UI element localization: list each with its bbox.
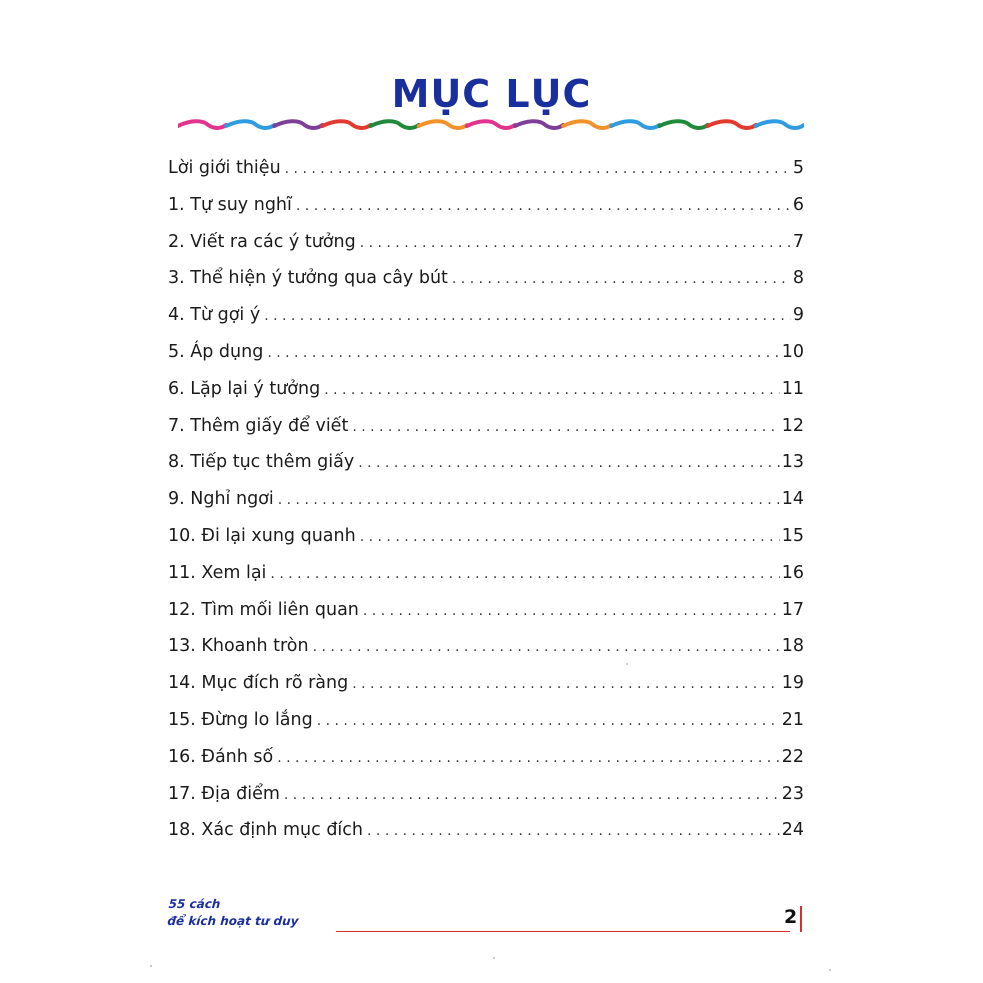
toc-entry-page: 22: [781, 746, 804, 767]
page-title: MỤC LỤC: [391, 72, 592, 116]
toc-entry-title: 6. Lặp lại ý tưởng: [168, 378, 321, 399]
paper-speck: [493, 957, 495, 959]
toc-entry-title: 3. Thể hiện ý tưởng qua cây bút: [168, 268, 448, 289]
toc-entry-14: [168, 665, 804, 702]
footer-brand-line-2: để kích hoạt tư duy: [166, 914, 299, 928]
toc-entry-title: 18. Xác định mục đích: [168, 820, 364, 841]
wave-segment: [371, 121, 419, 128]
footer-brand-line-1: 55 cách: [168, 897, 221, 911]
toc-entry-7: [168, 408, 804, 445]
toc-entry-5: [168, 334, 804, 371]
toc-entry-11: [168, 555, 804, 592]
toc-entry-page: 17: [781, 599, 804, 620]
wave-segment: [419, 121, 467, 128]
toc-entry-title: 16. Đánh số: [168, 746, 274, 767]
toc-dot-leader: [363, 593, 780, 630]
toc-entry-13: [168, 628, 804, 665]
toc-dot-leader: [285, 151, 791, 188]
toc-entry-title: 5. Áp dụng: [168, 341, 264, 362]
paper-speck: [829, 969, 831, 971]
toc-entry-title: 2. Viết ra các ý tưởng: [168, 231, 356, 252]
toc-entry-page: 23: [781, 783, 804, 804]
toc-entry-17: [168, 776, 804, 813]
toc-dot-leader: [352, 409, 779, 446]
toc-entry-page: 7: [792, 231, 804, 252]
paper-speck: [626, 663, 628, 665]
wave-segment: [274, 121, 322, 128]
toc-dot-leader: [264, 298, 791, 335]
toc-dot-leader: [317, 703, 780, 740]
toc-entry-18: [168, 812, 804, 849]
toc-entry-title: 11. Xem lại: [168, 562, 267, 583]
paper-speck: [150, 965, 152, 967]
toc-entry-2: [168, 224, 804, 261]
toc-entry-title: 17. Địa điểm: [168, 783, 280, 804]
toc-entry-page: 13: [781, 452, 804, 473]
toc-dot-leader: [360, 225, 791, 262]
toc-entry-page: 5: [792, 158, 804, 178]
toc-dot-leader: [367, 813, 780, 850]
wave-segment: [611, 121, 659, 128]
toc-entry-10: [168, 518, 804, 555]
toc-dot-leader: [313, 629, 780, 666]
wave-segment: [515, 121, 563, 128]
toc-entry-15: [168, 702, 804, 739]
toc-entry-page: 12: [781, 415, 804, 436]
wave-segment: [322, 121, 370, 128]
wave-segment: [226, 121, 274, 128]
toc-dot-leader: [358, 445, 779, 482]
wave-segment: [660, 121, 708, 128]
toc-entry-page: 24: [781, 820, 804, 841]
wave-divider: [178, 116, 804, 136]
toc-entry-6: [168, 371, 804, 408]
toc-entry-title: 14. Mục đích rõ ràng: [168, 673, 349, 694]
toc-entry-title: 15. Đừng lo lắng: [168, 709, 313, 730]
wave-segment: [563, 121, 611, 128]
toc-entry-3: [168, 260, 804, 297]
toc-entry-title: 12. Tìm mối liên quan: [168, 599, 359, 620]
toc-entry-12: [168, 592, 804, 629]
toc-entry-page: 14: [781, 489, 804, 510]
wave-segment: [756, 121, 804, 128]
toc-entry-page: 16: [781, 562, 804, 583]
toc-dot-leader: [360, 519, 780, 556]
toc-entry-page: 18: [781, 636, 804, 657]
toc-entry-page: 21: [781, 709, 804, 730]
toc-entry-page: 11: [781, 378, 804, 399]
toc-dot-leader: [324, 372, 780, 409]
toc-dot-leader: [452, 261, 791, 298]
wave-segment: [467, 121, 515, 128]
toc-entry-title: 13. Khoanh tròn: [168, 636, 309, 657]
toc-entry-title: 10. Đi lại xung quanh: [168, 525, 356, 546]
toc-entry-title: 1. Tự suy nghĩ: [168, 194, 292, 215]
toc-entry-16: [168, 739, 804, 776]
toc-entry-title: 7. Thêm giấy để viết: [168, 415, 349, 436]
wave-segment: [708, 121, 756, 128]
toc-dot-leader: [352, 666, 780, 703]
toc-entry-page: 8: [792, 268, 804, 289]
toc-dot-leader: [278, 482, 780, 519]
toc-dot-leader: [284, 777, 780, 814]
toc-entry-title: 9. Nghỉ ngơi: [168, 489, 274, 510]
toc-dot-leader: [267, 335, 779, 372]
toc-entry-title: 8. Tiếp tục thêm giấy: [168, 452, 355, 473]
page-number: 2: [784, 906, 798, 928]
toc-entry-intro: [168, 150, 804, 187]
toc-list: [168, 150, 804, 849]
toc-entry-8: [168, 444, 804, 481]
toc-entry-page: 9: [792, 305, 804, 326]
toc-entry-page: 10: [781, 341, 804, 362]
wave-segment: [178, 121, 226, 128]
toc-entry-4: [168, 297, 804, 334]
toc-entry-9: [168, 481, 804, 518]
footer-book-brand: [167, 896, 300, 930]
toc-dot-leader: [277, 740, 779, 777]
toc-dot-leader: [270, 556, 779, 593]
toc-entry-page: 15: [781, 525, 804, 546]
toc-entry-page: 19: [781, 673, 804, 694]
toc-entry-page: 6: [792, 194, 804, 215]
toc-entry-title: 4. Từ gợi ý: [168, 305, 261, 326]
toc-entry-title: Lời giới thiệu: [168, 158, 281, 178]
toc-entry-1: [168, 187, 804, 224]
toc-dot-leader: [296, 188, 791, 225]
footer-rule: [336, 931, 790, 932]
